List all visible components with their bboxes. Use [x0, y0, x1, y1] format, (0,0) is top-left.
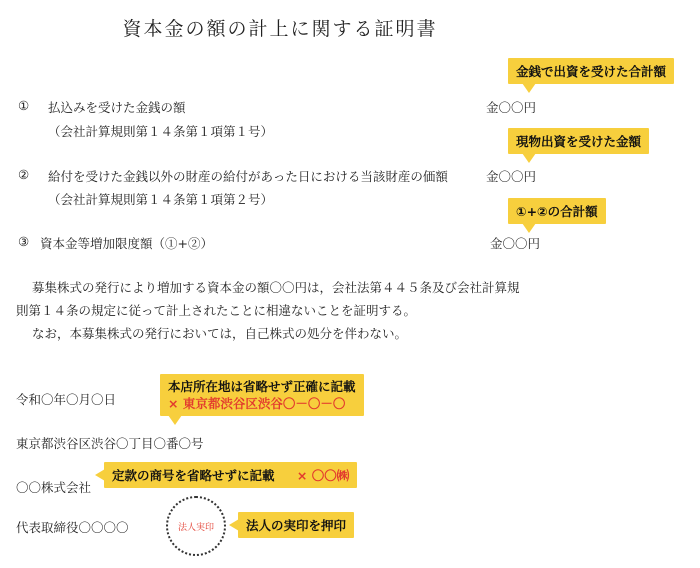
callout-address-note	[160, 374, 364, 416]
callout-inkind-total-text: 現物出資を受けた金額	[516, 134, 642, 149]
callout-pointer-icon	[522, 153, 536, 163]
item-2-label: 給付を受けた金銭以外の財産の給付があった日における当該財産の価額	[48, 169, 448, 184]
callout-company-example: × 〇〇㈱	[296, 468, 350, 483]
callout-address-example: × 東京都渋谷区渋谷〇－〇－〇	[168, 396, 346, 411]
callout-pointer-icon	[522, 83, 536, 93]
company-name: 〇〇株式会社	[16, 480, 92, 495]
callout-pointer-icon	[229, 519, 239, 531]
callout-sum-total-text: ①+②の合計額	[516, 204, 598, 219]
item-2-reference: （会社計算規則第１４条第１項第２号）	[48, 192, 274, 207]
callout-seal-note-text: 法人の実印を押印	[246, 518, 347, 533]
callout-pointer-icon	[168, 415, 182, 425]
item-2-amount: 金〇〇円	[486, 169, 537, 184]
callout-inkind-total	[508, 128, 649, 154]
certification-line-3: なお，本募集株式の発行においては，自己株式の処分を伴わない。	[32, 326, 408, 341]
callout-sum-total	[508, 198, 606, 224]
item-1-reference: （会社計算規則第１４条第１項第１号）	[48, 124, 274, 139]
issue-date: 令和〇年〇月〇日	[16, 392, 117, 407]
representative-name: 代表取締役〇〇〇〇	[16, 520, 129, 535]
callout-company-note	[104, 462, 357, 488]
certification-line-1: 募集株式の発行により増加する資本金の額〇〇円は，会社法第４４５条及び会社計算規	[32, 280, 520, 295]
callout-seal-note	[238, 512, 354, 538]
item-2-number: ②	[18, 167, 30, 182]
item-1-amount: 金〇〇円	[486, 100, 537, 115]
certification-line-2: 則第１４条の規定に従って計上されたことに相違ないことを証明する。	[16, 303, 417, 318]
item-3-amount: 金〇〇円	[490, 236, 541, 251]
document-title: 資本金の額の計上に関する証明書	[122, 18, 438, 40]
callout-pointer-icon	[522, 223, 536, 233]
callout-address-note-text: 本店所在地は省略せず正確に記載	[168, 379, 356, 394]
company-address: 東京都渋谷区渋谷〇丁目〇番〇号	[16, 436, 204, 451]
item-3-number: ③	[18, 234, 30, 249]
callout-company-note-text: 定款の商号を省略せずに記載	[112, 468, 275, 483]
item-1-number: ①	[18, 98, 30, 113]
corporate-seal-stamp	[166, 496, 226, 556]
callout-cash-total	[508, 58, 674, 84]
item-1-label: 払込みを受けた金銭の額	[48, 100, 186, 115]
seal-label: 法人実印	[177, 522, 214, 533]
item-3-label: 資本金等増加限度額（①+②）	[40, 236, 213, 251]
callout-pointer-icon	[95, 469, 105, 481]
callout-cash-total-text: 金銭で出資を受けた合計額	[516, 64, 667, 79]
